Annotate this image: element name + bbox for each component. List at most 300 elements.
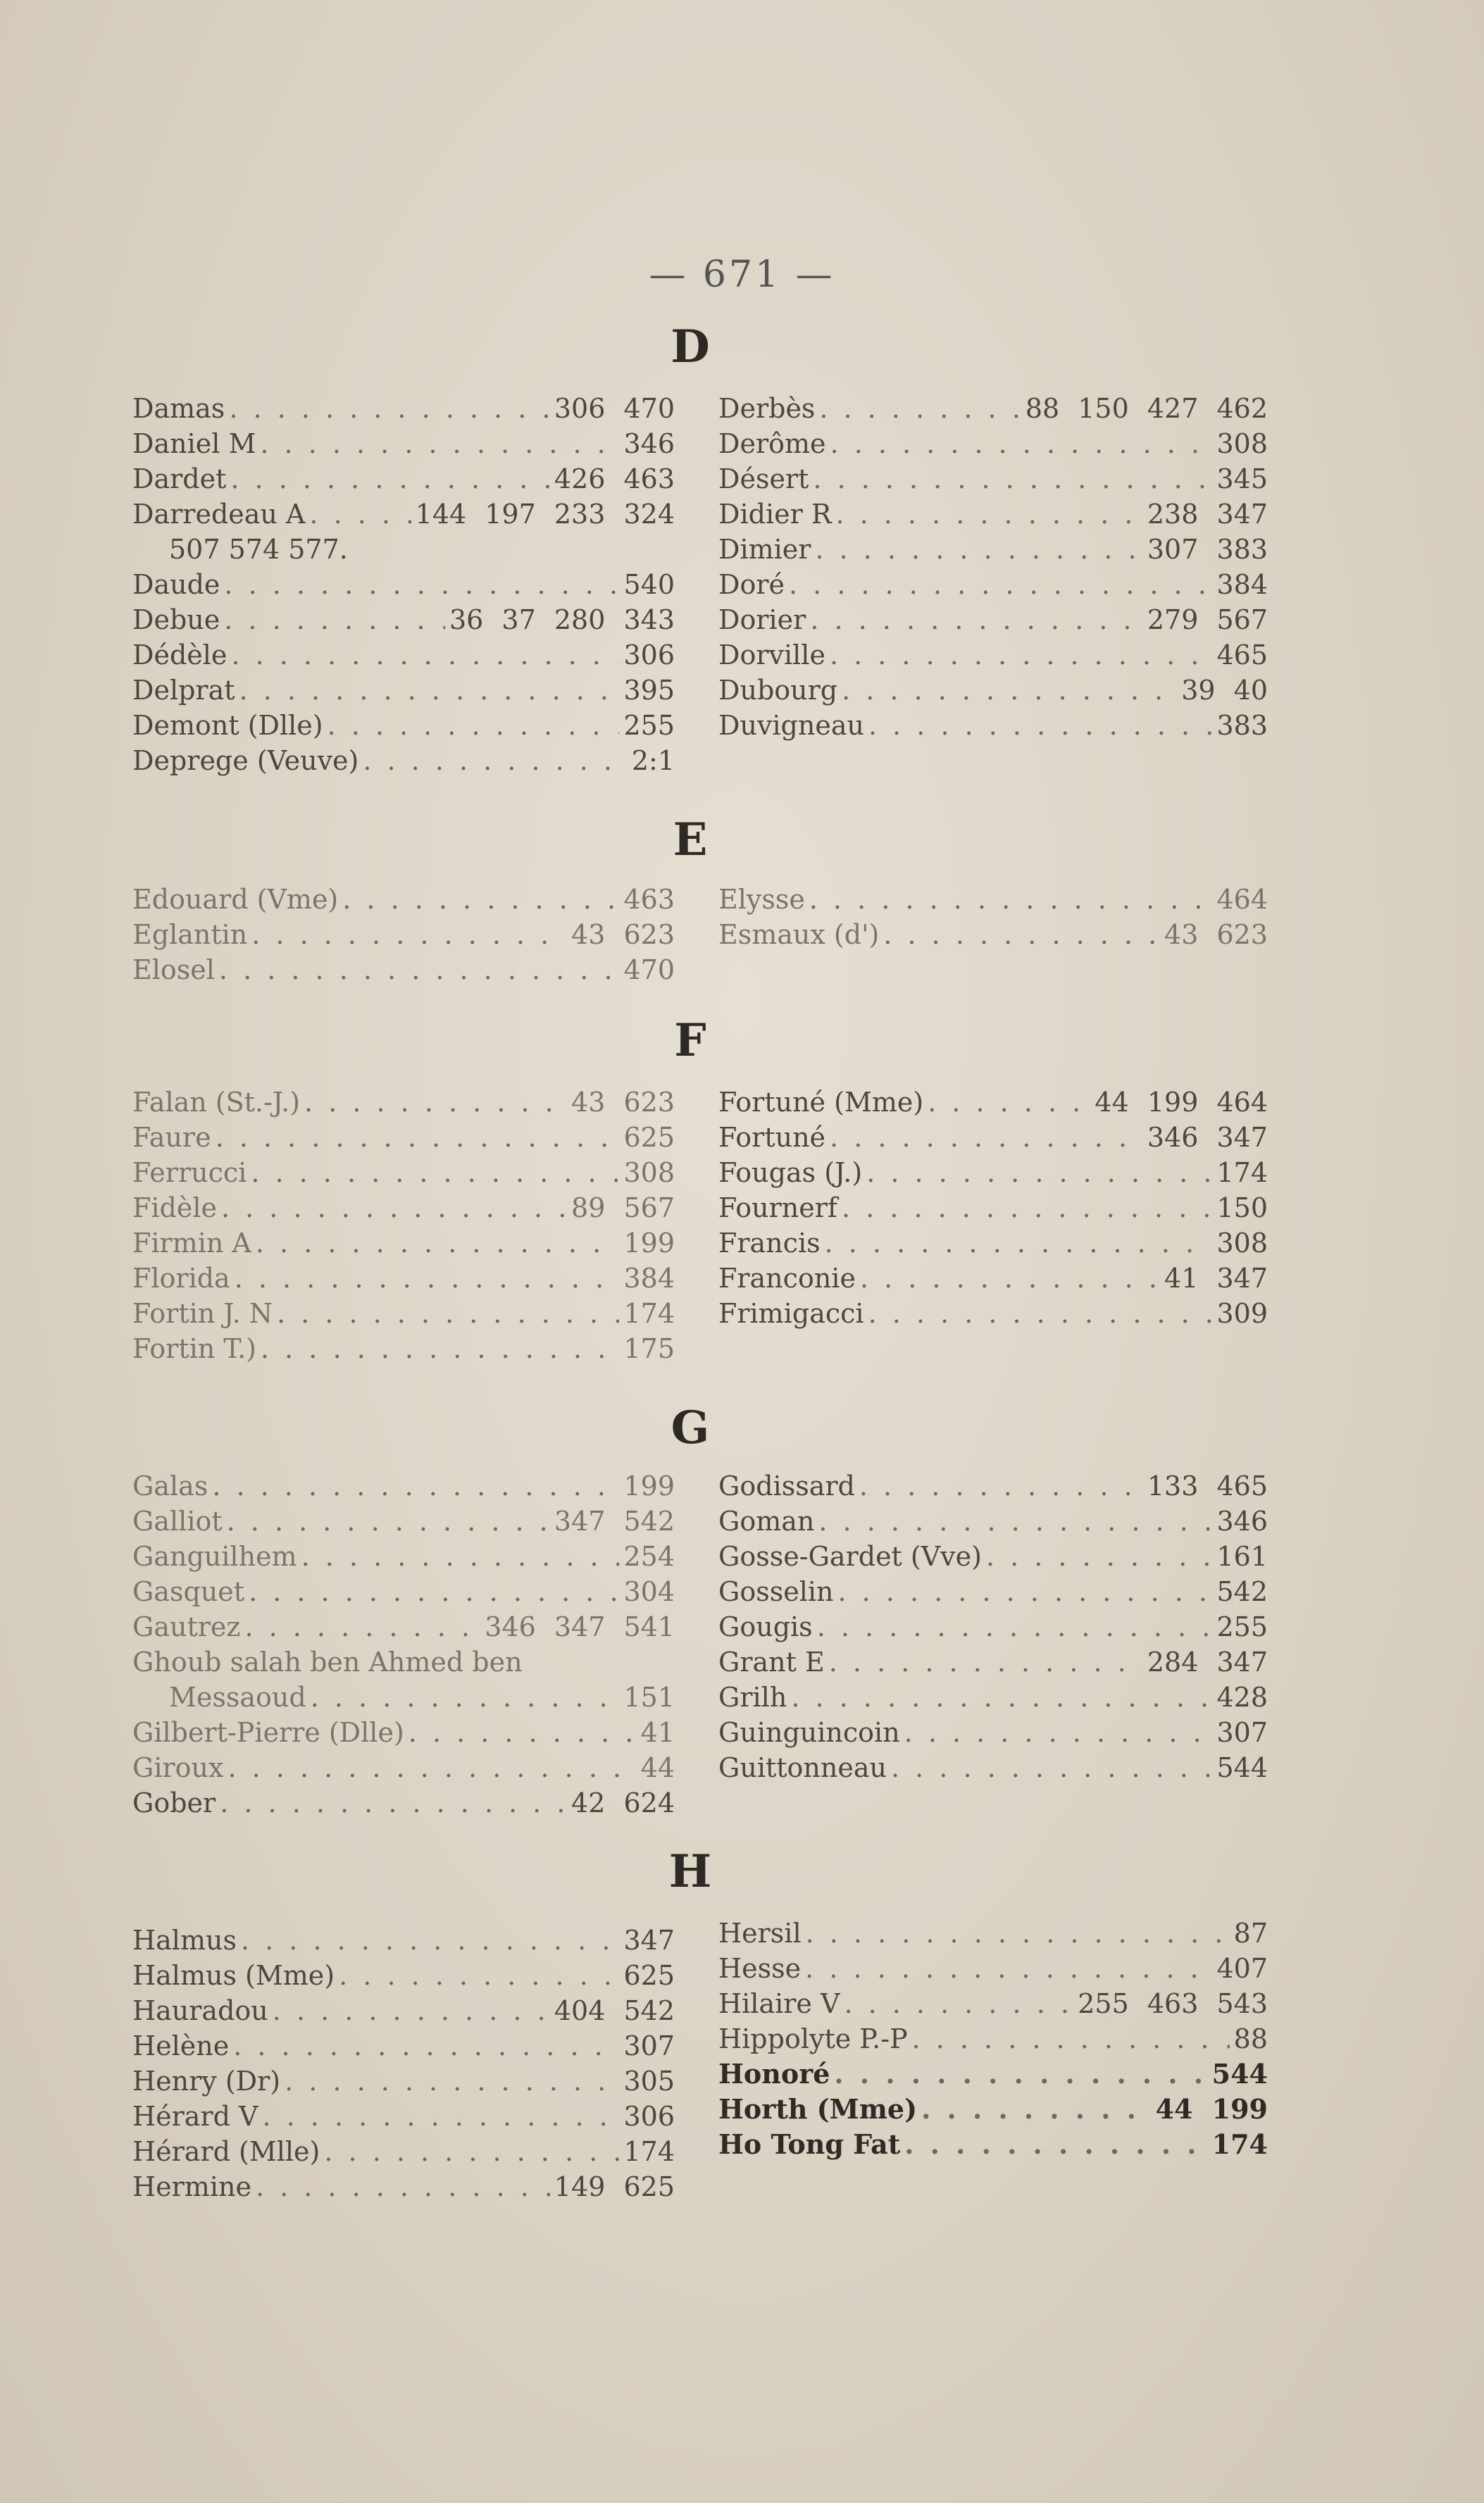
leader-dots xyxy=(256,2169,550,2204)
entry-pages: 44 199 464 xyxy=(1095,1087,1268,1118)
leader-dots xyxy=(251,917,567,952)
index-entry xyxy=(718,1715,1268,1750)
index-entry xyxy=(132,1958,675,1993)
leader-dots xyxy=(324,2134,619,2169)
entry-name: Hippolyte P.-P xyxy=(718,2023,908,2054)
index-entry xyxy=(718,673,1268,708)
leader-dots xyxy=(301,1539,620,1574)
leader-dots xyxy=(239,673,620,708)
index-entry xyxy=(132,1296,675,1331)
entry-name: Eglantin xyxy=(132,919,248,950)
entry-name: Esmaux (d') xyxy=(718,919,880,950)
entry-name: Dubourg xyxy=(718,675,838,706)
section-letter-h: H xyxy=(668,1845,712,1898)
index-entry xyxy=(132,461,675,497)
entry-name: Delprat xyxy=(132,675,235,706)
index-entry xyxy=(718,567,1268,602)
index-entry xyxy=(132,882,675,917)
index-entry xyxy=(132,1644,675,1680)
entry-pages: 87 xyxy=(1233,1918,1268,1949)
entry-pages: 384 xyxy=(1216,569,1268,600)
index-entry xyxy=(718,1504,1268,1539)
entry-name: 507 574 577. xyxy=(169,534,348,565)
entry-pages: 307 xyxy=(623,2030,675,2061)
leader-dots xyxy=(829,1644,1143,1680)
entry-name: Faure xyxy=(132,1122,211,1153)
index-entry xyxy=(132,391,675,426)
index-entry xyxy=(718,1261,1268,1296)
entry-name: Debue xyxy=(132,604,220,635)
index-entry xyxy=(132,497,675,532)
leader-dots xyxy=(866,1155,1212,1190)
entry-name: Guittonneau xyxy=(718,1752,887,1783)
leader-dots xyxy=(842,673,1177,708)
index-entry xyxy=(132,1468,675,1504)
entry-name: Darredeau A xyxy=(132,499,306,530)
entry-name: Fortin T.) xyxy=(132,1333,256,1364)
index-entry xyxy=(718,708,1268,743)
entry-name: Halmus (Mme) xyxy=(132,1960,335,1991)
entry-name: Ho Tong Fat xyxy=(718,2128,901,2160)
entry-pages: 306 xyxy=(623,639,675,670)
entry-name: Frimigacci xyxy=(718,1298,864,1329)
index-entry xyxy=(132,1120,675,1155)
leader-dots xyxy=(216,1120,620,1155)
entry-pages: 144 197 233 324 xyxy=(415,499,675,530)
leader-dots xyxy=(904,2127,1207,2162)
entry-pages: 133 465 xyxy=(1147,1471,1268,1502)
entry-pages: 150 xyxy=(1216,1192,1268,1223)
leader-dots xyxy=(224,602,445,637)
leader-dots xyxy=(285,2064,619,2099)
entry-name: Helène xyxy=(132,2030,230,2061)
index-entry xyxy=(718,1155,1268,1190)
entry-pages: 42 624 xyxy=(571,1787,675,1818)
index-entry xyxy=(132,602,675,637)
entry-name: Galliot xyxy=(132,1506,223,1537)
section-letter-e: E xyxy=(673,813,708,866)
entry-pages: 347 xyxy=(623,1925,675,1956)
index-entry xyxy=(718,1085,1268,1120)
index-entry xyxy=(132,1715,675,1750)
index-entry xyxy=(718,637,1268,673)
leader-dots xyxy=(838,1574,1213,1609)
entry-name: Guinguincoin xyxy=(718,1717,900,1748)
entry-name: Derbès xyxy=(718,393,816,424)
section-letter-g: G xyxy=(671,1402,710,1454)
index-entry xyxy=(132,917,675,952)
section-e-right-column xyxy=(718,882,1268,952)
entry-name: Damas xyxy=(132,393,225,424)
leader-dots xyxy=(229,391,550,426)
entry-name: Elysse xyxy=(718,884,805,915)
index-entry xyxy=(718,391,1268,426)
index-entry xyxy=(132,1225,675,1261)
entry-pages: 308 xyxy=(1216,1228,1268,1259)
entry-pages: 346 347 541 xyxy=(485,1611,675,1642)
entry-name: Gosselin xyxy=(718,1576,834,1607)
entry-pages: 309 xyxy=(1216,1298,1268,1329)
entry-name: Hauradou xyxy=(132,1995,268,2026)
entry-pages: 383 xyxy=(1216,710,1268,741)
entry-name: Messaoud xyxy=(169,1682,306,1713)
entry-pages: 307 383 xyxy=(1147,534,1268,565)
leader-dots xyxy=(810,602,1143,637)
leader-dots xyxy=(859,1468,1143,1504)
entry-name: Francis xyxy=(718,1228,821,1259)
index-entry xyxy=(132,743,675,778)
entry-pages: 174 xyxy=(623,2136,675,2167)
leader-dots xyxy=(224,567,619,602)
entry-pages: 151 xyxy=(623,1682,675,1713)
index-entry xyxy=(718,882,1268,917)
entry-pages: 306 470 xyxy=(554,393,675,424)
leader-dots xyxy=(860,1261,1160,1296)
leader-dots xyxy=(819,391,1021,426)
entry-name: Halmus xyxy=(132,1925,237,1956)
entry-pages: 161 xyxy=(1216,1541,1268,1572)
entry-pages: 44 199 xyxy=(1155,2093,1268,2125)
index-entry xyxy=(132,1331,675,1366)
index-entry xyxy=(132,1155,675,1190)
entry-name: Fournerf xyxy=(718,1192,837,1223)
leader-dots xyxy=(830,1120,1143,1155)
index-entry xyxy=(132,2064,675,2099)
section-e-left-column xyxy=(132,882,675,987)
index-entry xyxy=(132,1923,675,1958)
index-entry xyxy=(718,461,1268,497)
entry-name: Falan (St.-J.) xyxy=(132,1087,301,1118)
index-entry xyxy=(132,426,675,461)
leader-dots xyxy=(230,461,549,497)
index-entry xyxy=(718,1951,1268,1986)
entry-pages: 346 347 xyxy=(1147,1122,1268,1153)
leader-dots xyxy=(241,1923,620,1958)
index-entry xyxy=(132,1085,675,1120)
index-entry xyxy=(718,1120,1268,1155)
entry-pages: 2:1 xyxy=(631,745,675,776)
index-entry xyxy=(132,1609,675,1644)
leader-dots xyxy=(309,497,411,532)
entry-pages: 254 xyxy=(623,1541,675,1572)
index-entry xyxy=(132,567,675,602)
entry-pages: 255 xyxy=(623,710,675,741)
entry-pages: 464 xyxy=(1216,884,1268,915)
entry-name: Doré xyxy=(718,569,785,600)
index-entry xyxy=(132,1680,675,1715)
entry-name: Gasquet xyxy=(132,1576,245,1607)
entry-name: Fortin J. N xyxy=(132,1298,273,1329)
entry-name: Duvigneau xyxy=(718,710,864,741)
leader-dots xyxy=(304,1085,567,1120)
entry-name: Horth (Mme) xyxy=(718,2093,918,2125)
index-entry xyxy=(718,1644,1268,1680)
entry-pages: 255 463 543 xyxy=(1078,1988,1268,2019)
entry-name: Gosse-Gardet (Vve) xyxy=(718,1541,982,1572)
entry-pages: 308 xyxy=(1216,428,1268,459)
leader-dots xyxy=(262,2099,619,2134)
index-entry xyxy=(132,2099,675,2134)
entry-name: Hérard (Mlle) xyxy=(132,2136,320,2167)
leader-dots xyxy=(220,1785,567,1821)
index-entry xyxy=(132,1574,675,1609)
entry-name: Didier R xyxy=(718,499,832,530)
leader-dots xyxy=(912,2021,1230,2056)
leader-dots xyxy=(791,1680,1212,1715)
entry-name: Godissard xyxy=(718,1471,855,1502)
index-entry xyxy=(132,1190,675,1225)
entry-name: Derôme xyxy=(718,428,826,459)
leader-dots xyxy=(260,426,619,461)
entry-pages: 307 xyxy=(1216,1717,1268,1748)
entry-name: Giroux xyxy=(132,1752,224,1783)
index-entry xyxy=(132,1993,675,2028)
entry-pages: 470 xyxy=(623,954,675,985)
leader-dots xyxy=(233,2028,619,2064)
entry-pages: 625 xyxy=(623,1960,675,1991)
leader-dots xyxy=(409,1715,637,1750)
index-entry xyxy=(718,2021,1268,2056)
entry-pages: 43 623 xyxy=(1164,919,1268,950)
index-entry xyxy=(718,497,1268,532)
entry-name: Elosel xyxy=(132,954,215,985)
entry-pages: 199 xyxy=(623,1471,675,1502)
entry-pages: 347 542 xyxy=(554,1506,675,1537)
index-entry xyxy=(718,1574,1268,1609)
index-entry xyxy=(718,917,1268,952)
leader-dots xyxy=(806,1916,1230,1951)
entry-pages: 88 150 427 462 xyxy=(1025,393,1268,424)
index-entry xyxy=(132,1504,675,1539)
entry-name: Hersil xyxy=(718,1918,802,1949)
leader-dots xyxy=(928,1085,1090,1120)
entry-pages: 43 623 xyxy=(571,1087,675,1118)
leader-dots xyxy=(342,882,619,917)
entry-pages: 346 xyxy=(1216,1506,1268,1537)
entry-pages: 199 xyxy=(623,1228,675,1259)
leader-dots xyxy=(363,743,627,778)
index-entry xyxy=(132,952,675,987)
leader-dots xyxy=(261,1331,619,1366)
entry-name: Hérard V xyxy=(132,2101,258,2132)
entry-pages: 175 xyxy=(623,1333,675,1364)
entry-name: Hilaire V xyxy=(718,1988,840,2019)
leader-dots xyxy=(805,1951,1212,1986)
entry-pages: 465 xyxy=(1216,639,1268,670)
entry-pages: 542 xyxy=(1216,1576,1268,1607)
entry-pages: 43 623 xyxy=(571,919,675,950)
index-entry xyxy=(718,426,1268,461)
section-letter-f: F xyxy=(674,1014,706,1067)
leader-dots xyxy=(817,1609,1213,1644)
entry-name: Daude xyxy=(132,569,220,600)
entry-name: Gautrez xyxy=(132,1611,241,1642)
index-entry xyxy=(718,1190,1268,1225)
index-entry xyxy=(132,2169,675,2204)
leader-dots xyxy=(986,1539,1213,1574)
entry-pages: 255 xyxy=(1216,1611,1268,1642)
index-entry xyxy=(132,708,675,743)
leader-dots xyxy=(818,1504,1212,1539)
index-entry xyxy=(132,1785,675,1821)
section-g-left-column xyxy=(132,1468,675,1821)
entry-pages: 41 347 xyxy=(1164,1263,1268,1294)
entry-pages: 88 xyxy=(1233,2023,1268,2054)
entry-name: Firmin A xyxy=(132,1228,251,1259)
leader-dots xyxy=(219,952,620,987)
entry-pages: 149 625 xyxy=(554,2171,675,2202)
entry-pages: 404 542 xyxy=(554,1995,675,2026)
leader-dots xyxy=(868,1296,1213,1331)
entry-name: Désert xyxy=(718,463,809,494)
section-d-left-column xyxy=(132,391,675,778)
index-entry xyxy=(718,2092,1268,2127)
entry-pages: 308 xyxy=(623,1157,675,1188)
entry-name: Deprege (Veuve) xyxy=(132,745,359,776)
entry-name: Hermine xyxy=(132,2171,251,2202)
index-entry xyxy=(718,1468,1268,1504)
leader-dots xyxy=(842,1190,1212,1225)
index-entry xyxy=(132,637,675,673)
leader-dots xyxy=(212,1468,619,1504)
index-entry xyxy=(718,1750,1268,1785)
entry-name: Dorville xyxy=(718,639,825,670)
section-d-right-column xyxy=(718,391,1268,743)
entry-name: Daniel M xyxy=(132,428,256,459)
entry-name: Edouard (Vme) xyxy=(132,884,339,915)
index-entry xyxy=(132,673,675,708)
entry-pages: 39 40 xyxy=(1181,675,1268,706)
leader-dots xyxy=(273,1993,550,2028)
index-entry xyxy=(718,2056,1268,2092)
leader-dots xyxy=(904,1715,1213,1750)
entry-name: Gober xyxy=(132,1787,216,1818)
entry-pages: 540 xyxy=(623,569,675,600)
leader-dots xyxy=(830,426,1213,461)
leader-dots xyxy=(256,1225,620,1261)
leader-dots xyxy=(277,1296,619,1331)
index-entry xyxy=(132,1539,675,1574)
leader-dots xyxy=(809,882,1213,917)
entry-name: Dardet xyxy=(132,463,227,494)
entry-pages: 174 xyxy=(623,1298,675,1329)
entry-name: Ganguilhem xyxy=(132,1541,297,1572)
entry-name: Florida xyxy=(132,1263,230,1294)
leader-dots xyxy=(249,1574,619,1609)
entry-name: Hesse xyxy=(718,1953,802,1984)
index-entry xyxy=(718,532,1268,567)
leader-dots xyxy=(844,1986,1073,2021)
entry-pages: 544 xyxy=(1216,1752,1268,1783)
entry-name: Franconie xyxy=(718,1263,856,1294)
entry-name: Fortuné xyxy=(718,1122,826,1153)
leader-dots xyxy=(227,1504,550,1539)
entry-pages: 346 xyxy=(623,428,675,459)
leader-dots xyxy=(221,1190,567,1225)
index-entry xyxy=(718,1296,1268,1331)
entry-pages: 428 xyxy=(1216,1682,1268,1713)
leader-dots xyxy=(311,1680,620,1715)
entry-pages: 306 xyxy=(623,2101,675,2132)
entry-pages: 238 347 xyxy=(1147,499,1268,530)
leader-dots xyxy=(813,461,1212,497)
index-entry xyxy=(718,1225,1268,1261)
section-h-right-column xyxy=(718,1916,1268,2162)
index-entry xyxy=(132,2028,675,2064)
entry-name: Grilh xyxy=(718,1682,787,1713)
entry-pages: 384 xyxy=(623,1263,675,1294)
leader-dots xyxy=(328,708,620,743)
entry-name: Honoré xyxy=(718,2058,830,2090)
leader-dots xyxy=(830,637,1213,673)
entry-name: Gilbert-Pierre (Dlle) xyxy=(132,1717,404,1748)
entry-name: Gougis xyxy=(718,1611,813,1642)
leader-dots xyxy=(227,1750,636,1785)
entry-name: Ferrucci xyxy=(132,1157,247,1188)
entry-pages: 395 xyxy=(623,675,675,706)
entry-pages: 174 xyxy=(1216,1157,1268,1188)
entry-name: Grant E xyxy=(718,1647,825,1678)
index-entry xyxy=(132,1261,675,1296)
leader-dots xyxy=(835,497,1142,532)
entry-pages: 41 xyxy=(640,1717,675,1748)
section-f-left-column xyxy=(132,1085,675,1366)
entry-name: Ghoub salah ben Ahmed ben xyxy=(132,1647,523,1678)
index-entry xyxy=(132,532,675,567)
index-entry xyxy=(718,1986,1268,2021)
section-h-left-column xyxy=(132,1923,675,2204)
leader-dots xyxy=(244,1609,480,1644)
index-entry xyxy=(718,1916,1268,1951)
entry-pages: 463 xyxy=(623,884,675,915)
section-letter-d: D xyxy=(671,320,710,373)
entry-pages: 304 xyxy=(623,1576,675,1607)
index-entry xyxy=(132,1750,675,1785)
leader-dots xyxy=(868,708,1212,743)
leader-dots xyxy=(883,917,1160,952)
entry-pages: 407 xyxy=(1216,1953,1268,1984)
entry-pages: 426 463 xyxy=(554,463,675,494)
entry-pages: 625 xyxy=(623,1122,675,1153)
entry-name: Galas xyxy=(132,1471,208,1502)
entry-pages: 305 xyxy=(623,2066,675,2097)
entry-name: Dorier xyxy=(718,604,806,635)
section-f-right-column xyxy=(718,1085,1268,1331)
index-entry xyxy=(718,1609,1268,1644)
entry-pages: 44 xyxy=(640,1752,675,1783)
entry-name: Dimier xyxy=(718,534,811,565)
leader-dots xyxy=(231,637,619,673)
entry-pages: 345 xyxy=(1216,463,1268,494)
leader-dots xyxy=(834,2056,1207,2092)
leader-dots xyxy=(251,1155,619,1190)
leader-dots xyxy=(815,532,1142,567)
entry-name: Fougas (J.) xyxy=(718,1157,863,1188)
leader-dots xyxy=(235,1261,620,1296)
entry-pages: 284 347 xyxy=(1147,1647,1268,1678)
index-entry xyxy=(132,2134,675,2169)
page-number: — 671 — xyxy=(649,254,835,296)
entry-pages: 174 xyxy=(1211,2128,1268,2160)
entry-name: Fortuné (Mme) xyxy=(718,1087,924,1118)
index-entry xyxy=(718,1680,1268,1715)
entry-name: Fidèle xyxy=(132,1192,217,1223)
entry-name: Dédèle xyxy=(132,639,227,670)
leader-dots xyxy=(339,1958,619,1993)
index-entry xyxy=(718,2127,1268,2162)
entry-pages: 279 567 xyxy=(1147,604,1268,635)
leader-dots xyxy=(789,567,1212,602)
